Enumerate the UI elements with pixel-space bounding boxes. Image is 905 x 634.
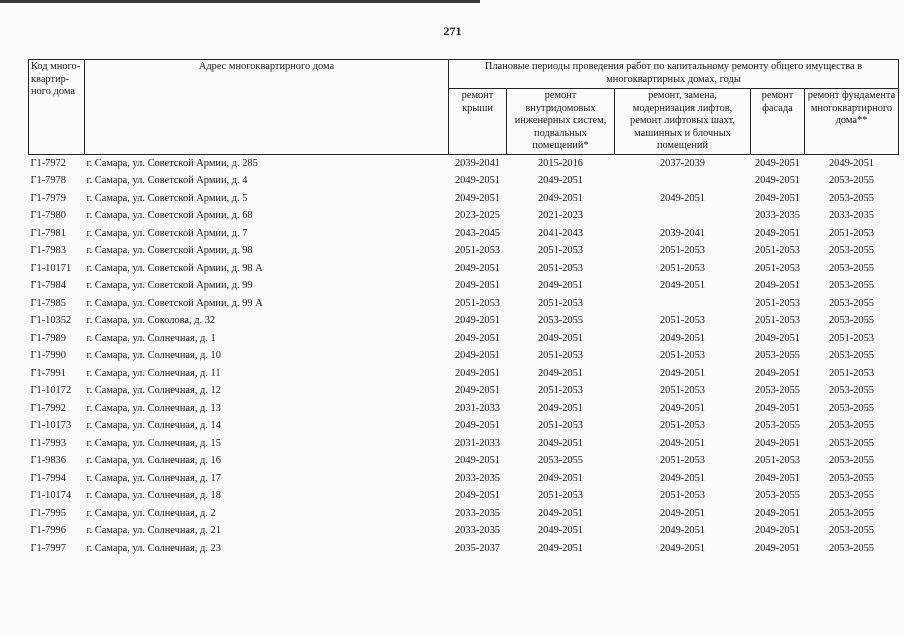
cell-systems: 2049-2051 xyxy=(537,192,584,204)
cell-lifts: 2049-2051 xyxy=(659,367,706,379)
cell-foundation: 2051-2053 xyxy=(828,227,875,239)
header-address: Адрес многоквартирного дома xyxy=(85,60,449,155)
cell-lifts: 2051-2053 xyxy=(659,315,706,327)
cell-code: Г1-7992 xyxy=(30,402,66,414)
cell-systems: 2021-2023 xyxy=(537,210,584,222)
table-row xyxy=(29,347,899,365)
cell-code: Г1-7994 xyxy=(30,472,66,484)
cell-foundation: 2053-2055 xyxy=(828,525,875,537)
cell-systems: 2049-2051 xyxy=(537,280,584,292)
cell-address: г. Самара, ул. Советской Армии, д. 4 xyxy=(86,175,248,187)
cell-lifts: 2049-2051 xyxy=(659,507,706,519)
page-number: 271 xyxy=(443,24,462,38)
cell-facade: 2053-2055 xyxy=(754,385,801,397)
scan-edge-bar xyxy=(0,0,480,3)
cell-systems: 2049-2051 xyxy=(537,175,584,187)
cell-address: г. Самара, ул. Солнечная, д. 2 xyxy=(86,507,216,519)
cell-systems: 2041-2043 xyxy=(537,227,584,239)
cell-code: Г1-7995 xyxy=(30,507,66,519)
cell-lifts: 2049-2051 xyxy=(659,332,706,344)
table-row xyxy=(29,154,899,172)
cell-foundation: 2053-2055 xyxy=(828,280,875,292)
cell-address: г. Самара, ул. Советской Армии, д. 98 xyxy=(86,245,253,257)
cell-roof: 2023-2025 xyxy=(454,210,501,222)
cell-code: Г1-7989 xyxy=(30,332,66,344)
table-row xyxy=(29,190,899,208)
cell-address: г. Самара, ул. Солнечная, д. 11 xyxy=(86,367,221,379)
cell-lifts: 2049-2051 xyxy=(659,525,706,537)
table-row xyxy=(29,207,899,225)
cell-foundation: 2053-2055 xyxy=(828,245,875,257)
header-lifts: ремонт, замена, модернизация лифтов, ремонт лифтовых шахт, машинных и блочных помещений xyxy=(615,89,751,155)
cell-code: Г1-7972 xyxy=(30,157,66,169)
cell-foundation: 2053-2055 xyxy=(828,455,875,467)
cell-facade: 2051-2053 xyxy=(754,245,801,257)
cell-roof: 2049-2051 xyxy=(454,385,501,397)
cell-roof: 2035-2037 xyxy=(454,542,501,554)
cell-facade: 2051-2053 xyxy=(754,315,801,327)
table-body xyxy=(29,154,899,557)
cell-facade: 2049-2051 xyxy=(754,192,801,204)
cell-lifts: 2051-2053 xyxy=(659,262,706,274)
cell-foundation: 2053-2055 xyxy=(828,192,875,204)
table-row xyxy=(29,312,899,330)
cell-foundation: 2053-2055 xyxy=(828,420,875,432)
cell-lifts: 2039-2041 xyxy=(659,227,706,239)
cell-address: г. Самара, ул. Солнечная, д. 14 xyxy=(86,420,221,432)
cell-roof: 2033-2035 xyxy=(454,525,501,537)
cell-address: г. Самара, ул. Солнечная, д. 23 xyxy=(86,542,221,554)
cell-lifts: 2051-2053 xyxy=(659,350,706,362)
table-row xyxy=(29,470,899,488)
cell-systems: 2049-2051 xyxy=(537,437,584,449)
table-row xyxy=(29,417,899,435)
cell-foundation: 2053-2055 xyxy=(828,542,875,554)
cell-facade: 2051-2053 xyxy=(754,262,801,274)
cell-roof: 2039-2041 xyxy=(454,157,501,169)
cell-code: Г1-7991 xyxy=(30,367,66,379)
cell-foundation: 2053-2055 xyxy=(828,490,875,502)
cell-address: г. Самара, ул. Солнечная, д. 13 xyxy=(86,402,221,414)
cell-code: Г1-10171 xyxy=(30,262,72,274)
cell-code: Г1-7981 xyxy=(30,227,66,239)
cell-foundation: 2051-2053 xyxy=(828,332,875,344)
cell-code: Г1-7993 xyxy=(30,437,66,449)
cell-address: г. Самара, ул. Соколова, д. 32 xyxy=(86,315,216,327)
cell-code: Г1-7996 xyxy=(30,525,66,537)
cell-facade: 2049-2051 xyxy=(754,507,801,519)
cell-facade: 2033-2035 xyxy=(754,210,801,222)
table-row xyxy=(29,277,899,295)
cell-address: г. Самара, ул. Советской Армии, д. 99 А xyxy=(86,297,263,309)
cell-lifts: 2049-2051 xyxy=(659,192,706,204)
table-row xyxy=(29,172,899,190)
cell-roof: 2049-2051 xyxy=(454,280,501,292)
header-code: Код много-квартир-ного дома xyxy=(29,60,85,155)
cell-roof: 2049-2051 xyxy=(454,192,501,204)
cell-facade: 2049-2051 xyxy=(754,332,801,344)
cell-systems: 2053-2055 xyxy=(537,315,584,327)
cell-facade: 2049-2051 xyxy=(754,175,801,187)
cell-lifts: 2051-2053 xyxy=(659,245,706,257)
cell-foundation: 2053-2055 xyxy=(828,385,875,397)
cell-foundation: 2053-2055 xyxy=(828,350,875,362)
table-row xyxy=(29,435,899,453)
cell-lifts: 2051-2053 xyxy=(659,490,706,502)
cell-facade: 2051-2053 xyxy=(754,297,801,309)
cell-lifts: 2049-2051 xyxy=(659,402,706,414)
cell-lifts: 2049-2051 xyxy=(659,280,706,292)
cell-lifts xyxy=(615,172,751,190)
cell-address: г. Самара, ул. Солнечная, д. 17 xyxy=(86,472,221,484)
cell-foundation: 2049-2051 xyxy=(828,157,875,169)
table-row xyxy=(29,452,899,470)
cell-address: г. Самара, ул. Советской Армии, д. 285 xyxy=(86,157,258,169)
table-header xyxy=(29,60,899,155)
cell-address: г. Самара, ул. Солнечная, д. 15 xyxy=(86,437,221,449)
cell-facade: 2053-2055 xyxy=(754,350,801,362)
cell-systems: 2049-2051 xyxy=(537,402,584,414)
header-periods: Плановые периоды проведения работ по капитальному ремонту общего имущества в многоквартирных домах, годы xyxy=(449,60,899,89)
table-row xyxy=(29,295,899,313)
cell-systems: 2051-2053 xyxy=(537,385,584,397)
cell-systems: 2051-2053 xyxy=(537,490,584,502)
cell-systems: 2049-2051 xyxy=(537,367,584,379)
cell-roof: 2033-2035 xyxy=(454,472,501,484)
header-facade: ремонт фасада xyxy=(751,89,805,155)
header-foundation: ремонт фундамента многоквартирного дома** xyxy=(805,89,899,155)
cell-roof: 2049-2051 xyxy=(454,367,501,379)
cell-roof: 2049-2051 xyxy=(454,175,501,187)
cell-facade: 2049-2051 xyxy=(754,227,801,239)
cell-facade: 2049-2051 xyxy=(754,280,801,292)
cell-address: г. Самара, ул. Советской Армии, д. 7 xyxy=(86,227,248,239)
cell-code: Г1-7990 xyxy=(30,350,66,362)
cell-roof: 2031-2033 xyxy=(454,402,501,414)
cell-systems: 2051-2053 xyxy=(537,297,584,309)
table-row xyxy=(29,242,899,260)
cell-lifts: 2049-2051 xyxy=(659,542,706,554)
cell-code: Г1-7997 xyxy=(30,542,66,554)
cell-systems: 2049-2051 xyxy=(537,542,584,554)
cell-lifts: 2037-2039 xyxy=(659,157,706,169)
cell-foundation: 2053-2055 xyxy=(828,175,875,187)
header-roof: ремонт крыши xyxy=(449,89,507,155)
table-row xyxy=(29,225,899,243)
cell-foundation: 2053-2055 xyxy=(828,507,875,519)
cell-systems: 2049-2051 xyxy=(537,332,584,344)
cell-systems: 2051-2053 xyxy=(537,350,584,362)
cell-foundation: 2053-2055 xyxy=(828,262,875,274)
cell-address: г. Самара, ул. Советской Армии, д. 99 xyxy=(86,280,253,292)
cell-facade: 2053-2055 xyxy=(754,420,801,432)
cell-roof: 2049-2051 xyxy=(454,315,501,327)
cell-code: Г1-10173 xyxy=(30,420,72,432)
table-row xyxy=(29,365,899,383)
cell-facade: 2049-2051 xyxy=(754,472,801,484)
cell-facade: 2049-2051 xyxy=(754,402,801,414)
cell-systems: 2049-2051 xyxy=(537,507,584,519)
cell-address: г. Самара, ул. Советской Армии, д. 98 А xyxy=(86,262,263,274)
cell-roof: 2049-2051 xyxy=(454,490,501,502)
cell-roof: 2049-2051 xyxy=(454,332,501,344)
cell-roof: 2033-2035 xyxy=(454,507,501,519)
cell-lifts: 2049-2051 xyxy=(659,472,706,484)
cell-roof: 2031-2033 xyxy=(454,437,501,449)
cell-systems: 2015-2016 xyxy=(537,157,584,169)
cell-systems: 2051-2053 xyxy=(537,420,584,432)
cell-code: Г1-10172 xyxy=(30,385,72,397)
cell-code: Г1-10352 xyxy=(30,315,72,327)
cell-foundation: 2053-2055 xyxy=(828,315,875,327)
cell-roof: 2051-2053 xyxy=(454,245,501,257)
cell-facade: 2049-2051 xyxy=(754,157,801,169)
cell-facade: 2051-2053 xyxy=(754,455,801,467)
cell-address: г. Самара, ул. Солнечная, д. 21 xyxy=(86,525,221,537)
cell-facade: 2053-2055 xyxy=(754,490,801,502)
cell-address: г. Самара, ул. Солнечная, д. 1 xyxy=(86,332,216,344)
cell-code: Г1-7984 xyxy=(30,280,66,292)
cell-foundation: 2053-2055 xyxy=(828,472,875,484)
cell-systems: 2051-2053 xyxy=(537,262,584,274)
cell-lifts: 2051-2053 xyxy=(659,385,706,397)
cell-roof: 2049-2051 xyxy=(454,455,501,467)
table-row xyxy=(29,382,899,400)
cell-code: Г1-7978 xyxy=(30,175,66,187)
cell-lifts: 2051-2053 xyxy=(659,455,706,467)
cell-roof: 2049-2051 xyxy=(454,420,501,432)
cell-lifts: 2049-2051 xyxy=(659,437,706,449)
cell-foundation: 2051-2053 xyxy=(828,367,875,379)
cell-lifts xyxy=(615,207,751,225)
cell-systems: 2049-2051 xyxy=(537,472,584,484)
cell-address: г. Самара, ул. Солнечная, д. 12 xyxy=(86,385,221,397)
cell-roof: 2049-2051 xyxy=(454,262,501,274)
cell-address: г. Самара, ул. Солнечная, д. 16 xyxy=(86,455,221,467)
cell-foundation: 2053-2055 xyxy=(828,297,875,309)
cell-code: Г1-9836 xyxy=(30,455,66,467)
table-row xyxy=(29,505,899,523)
cell-code: Г1-7985 xyxy=(30,297,66,309)
table-row xyxy=(29,260,899,278)
cell-roof: 2049-2051 xyxy=(454,350,501,362)
cell-code: Г1-7979 xyxy=(30,192,66,204)
header-systems: ремонт внутридомовых инженерных систем, подвальных помещений* xyxy=(507,89,615,155)
cell-lifts: 2051-2053 xyxy=(659,420,706,432)
cell-lifts xyxy=(615,295,751,313)
cell-facade: 2049-2051 xyxy=(754,525,801,537)
cell-facade: 2049-2051 xyxy=(754,542,801,554)
cell-address: г. Самара, ул. Советской Армии, д. 5 xyxy=(86,192,248,204)
cell-foundation: 2053-2055 xyxy=(828,437,875,449)
cell-facade: 2049-2051 xyxy=(754,367,801,379)
cell-code: Г1-7980 xyxy=(30,210,66,222)
cell-facade: 2049-2051 xyxy=(754,437,801,449)
cell-systems: 2051-2053 xyxy=(537,245,584,257)
cell-address: г. Самара, ул. Солнечная, д. 18 xyxy=(86,490,221,502)
cell-foundation: 2053-2055 xyxy=(828,402,875,414)
cell-address: г. Самара, ул. Советской Армии, д. 68 xyxy=(86,210,253,222)
table-row xyxy=(29,540,899,558)
cell-roof: 2051-2053 xyxy=(454,297,501,309)
cell-roof: 2043-2045 xyxy=(454,227,501,239)
table-row xyxy=(29,330,899,348)
cell-code: Г1-7983 xyxy=(30,245,66,257)
cell-code: Г1-10174 xyxy=(30,490,72,502)
cell-foundation: 2033-2035 xyxy=(828,210,875,222)
cell-systems: 2053-2055 xyxy=(537,455,584,467)
table-row xyxy=(29,400,899,418)
table-row xyxy=(29,522,899,540)
cell-systems: 2049-2051 xyxy=(537,525,584,537)
cell-address: г. Самара, ул. Солнечная, д. 10 xyxy=(86,350,221,362)
repair-schedule-table xyxy=(28,59,899,557)
table-row xyxy=(29,487,899,505)
